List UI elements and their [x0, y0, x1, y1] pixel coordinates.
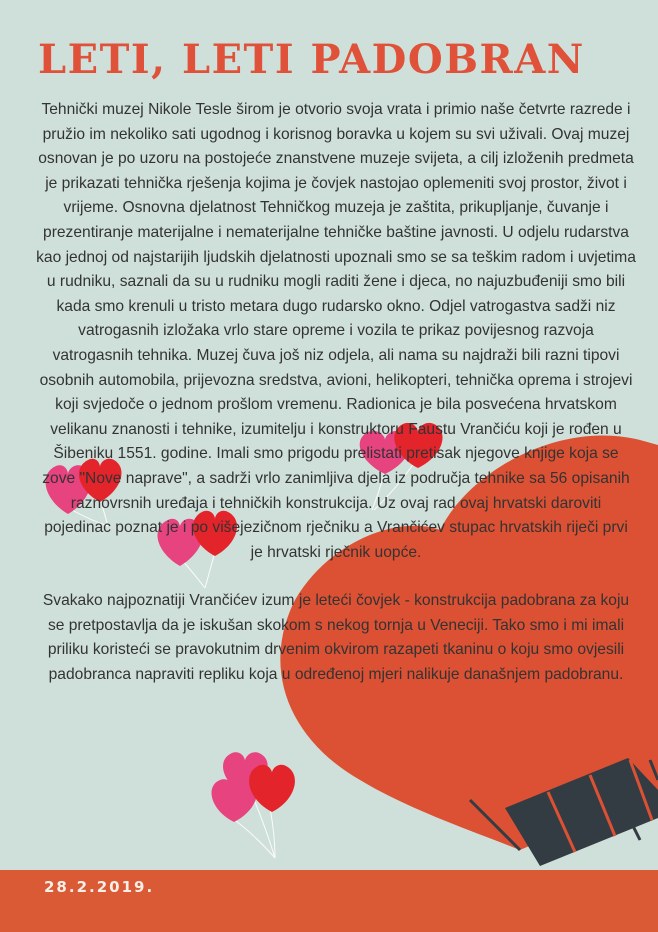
page-title: LETI, LETI PADOBRAN	[38, 36, 585, 83]
heart-balloons-cluster-4-icon	[212, 752, 295, 858]
footer-bar	[0, 870, 658, 932]
date-label: 28.2.2019.	[44, 878, 155, 896]
article-paragraph: Tehnički muzej Nikole Tesle širom je otvorio svoja vrata i primio naše četvrte razrede i pružio im nekoliko sati ugodnog i korisnog boravka u kojem su svi uživali. Ovaj muzej osnovan je po uzoru na postojeće znanstvene muzeje svijeta, a cilj izloženih predmeta je prikazati tehnička rješenja kojima je čovjek nastojao oplemeniti svoj prostor, život i vrijeme. Osnovna djelatnost Tehničkog muzeja je zaštita, prikupljanje, čuvanje i prezentiranje materijalne i nematerijalne tehničke baštine javnosti. U odjelu rudarstva kao jednoj od najstarijih ljudskih djelatnosti upoznali smo se sa teškim radom i uvjetima u rudniku, saznali da su u rudniku mogli raditi žene i djeca, no najuzbuđeniji smo bili kada smo krenuli u tristo metara dugo rudarsko okno. Odjel vatrogastva sadži niz vatrogasnih izložaka vrlo stare opreme i vozila te prikaz povijesnog razvoja vatrogasnih tehnika. Muzej čuva još niz odjela, ali nama su najdraži bili razni tipovi osobnih automobila, prijevozna sredstva, avioni, helikopteri, tehnička oprema i strojevi koji svjedoče o jednom prošlom vremenu. Radionica je bila posvećena hrvatskom velikanu znanosti i tehnike, izumitelju i konstruktoru Faustu Vrančiću koji je rođen u Šibeniku 1551. godine. Imali smo prigodu prelistati pretisak njegove knjige koja se zove "Nove naprave", a sadrži vrlo zanimljiva djela iz područja tehnike sa 56 opisanih raznovrsnih uređaja i tehničkih konstrukcija. Uz ovaj rad ovaj hrvatski daroviti pojedinac poznat je i po višejezičnom rječniku a Vrančićev stupac hrvatskih riječi prvi je hrvatski rječnik uopće.	[36, 101, 636, 561]
article-paragraph: Svakako najpoznatiji Vrančićev izum je leteći čovjek - konstrukcija padobrana za koju se pretpostavlja da je iskušan skokom s nekog tornja u Veneciji. Tako smo i mi imali priliku koristeći se pravokutnim drvenim okvirom razapeti tkaninu o koju smo ovjesili padobranca napraviti repliku koja u određenoj mjeri nalikuje današnjem padobranu.	[42, 592, 630, 684]
article-body	[36, 98, 636, 712]
